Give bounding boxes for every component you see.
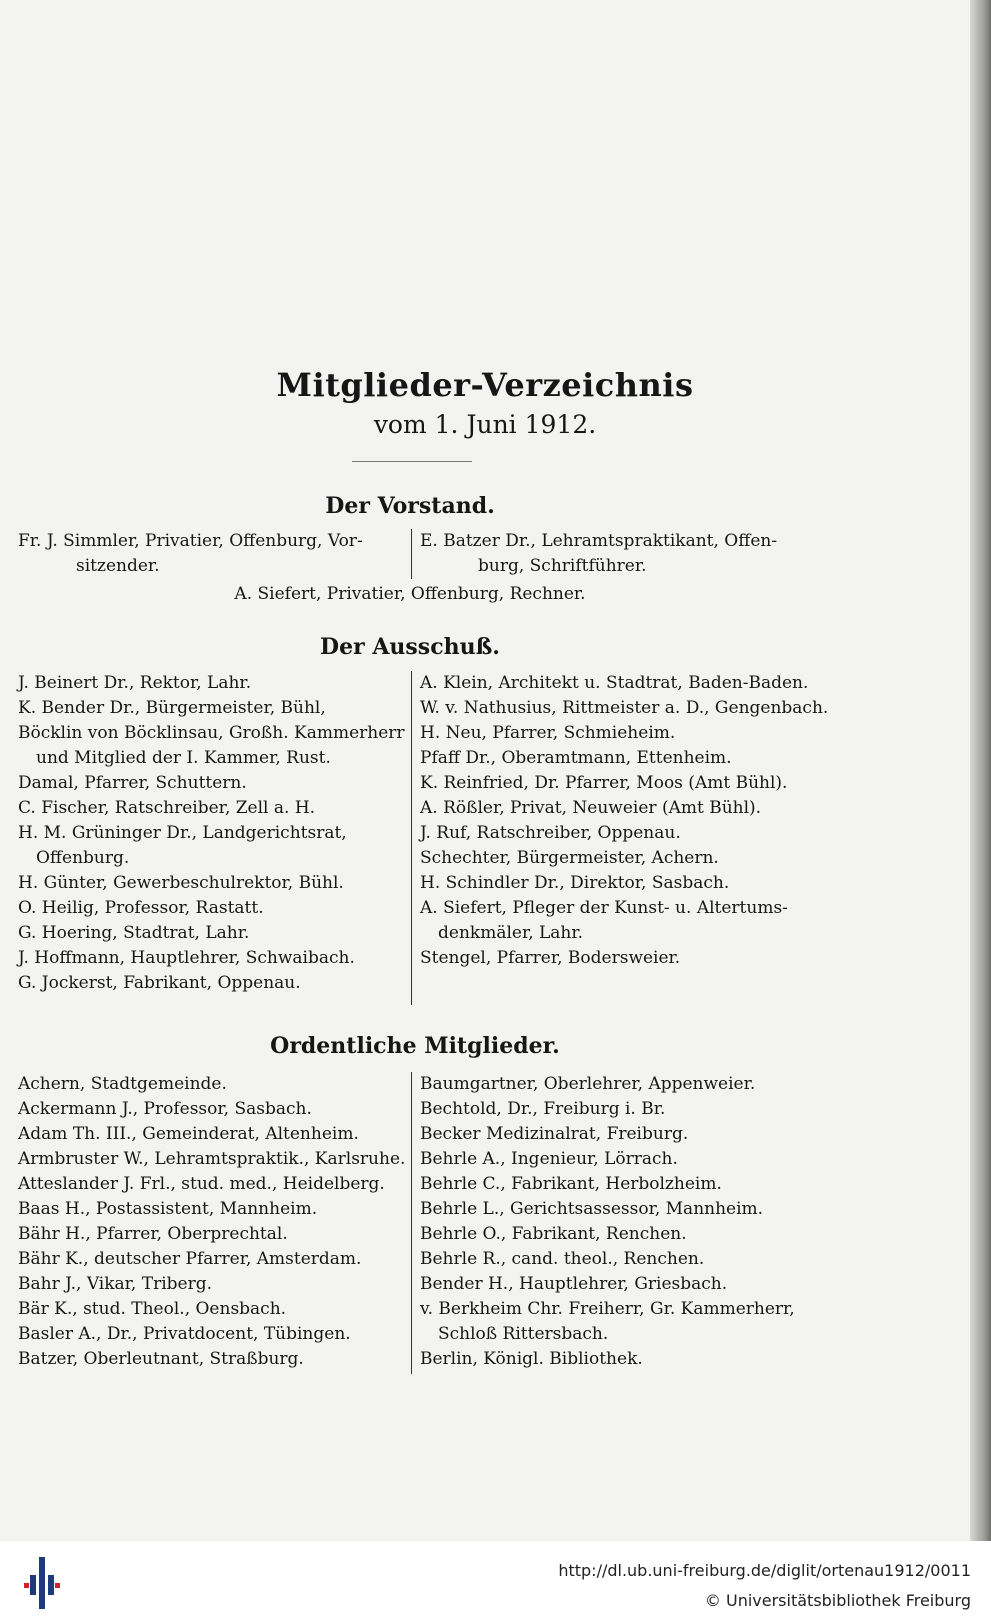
ausschuss-entry: J. Hoffmann, Hauptlehrer, Schwaibach. (18, 948, 355, 968)
vorstand-left-column (18, 529, 363, 579)
mitglied-entry: Behrle R., cand. theol., Renchen. (420, 1249, 705, 1269)
ausschuss-entry: Damal, Pfarrer, Schuttern. (18, 773, 247, 793)
ausschuss-entry: H. Neu, Pfarrer, Schmieheim. (420, 723, 676, 743)
mitglied-entry: Ackermann J., Professor, Sasbach. (18, 1099, 312, 1119)
section-heading-mitglieder: Ordentliche Mitglieder. (270, 1033, 560, 1059)
mitglied-entry: Bär K., stud. Theol., Oensbach. (18, 1299, 287, 1319)
mitglied-entry: Behrle C., Fabrikant, Herbolzheim. (420, 1174, 722, 1194)
page-title: Mitglieder-Verzeichnis (276, 366, 694, 404)
vorstand-right-line: burg, Schriftführer. (478, 556, 647, 576)
ausschuss-entry: K. Bender Dr., Bürgermeister, Bühl, (18, 698, 326, 718)
mitglied-entry: Schloß Rittersbach. (438, 1324, 609, 1344)
ausschuss-entry: C. Fischer, Ratschreiber, Zell a. H. (18, 798, 316, 818)
mitglied-entry: Behrle A., Ingenieur, Lörrach. (420, 1149, 678, 1169)
ausschuss-left-column (18, 671, 405, 996)
ausschuss-entry: A. Siefert, Pfleger der Kunst- u. Altertums- (420, 898, 788, 918)
vorstand-left-line: sitzender. (76, 556, 160, 576)
mitglied-entry: Behrle O., Fabrikant, Renchen. (420, 1224, 687, 1244)
vorstand-right-column (411, 529, 777, 579)
ausschuss-entry: J. Beinert Dr., Rektor, Lahr. (18, 673, 252, 693)
mitglied-entry: Batzer, Oberleutnant, Straßburg. (18, 1349, 304, 1369)
section-heading-ausschuss: Der Ausschuß. (320, 634, 500, 660)
scan-page-edge (970, 0, 991, 1541)
ausschuss-entry: Schechter, Bürgermeister, Achern. (420, 848, 719, 868)
mitglieder-left-column (18, 1072, 405, 1372)
copyright-notice: © Universitätsbibliothek Freiburg (704, 1591, 971, 1610)
ausschuss-entry: und Mitglied der I. Kammer, Rust. (36, 748, 331, 768)
mitglied-entry: Achern, Stadtgemeinde. (18, 1074, 227, 1094)
page-subtitle: vom 1. Juni 1912. (373, 410, 597, 439)
ausschuss-entry: O. Heilig, Professor, Rastatt. (18, 898, 264, 918)
mitglied-entry: v. Berkheim Chr. Freiherr, Gr. Kammerherr, (420, 1299, 795, 1319)
mitglied-entry: Basler A., Dr., Privatdocent, Tübingen. (18, 1324, 351, 1344)
ausschuss-entry: K. Reinfried, Dr. Pfarrer, Moos (Amt Bühl). (420, 773, 788, 793)
ausschuss-entry: H. Günter, Gewerbeschulrektor, Bühl. (18, 873, 344, 893)
mitglied-entry: Baumgartner, Oberlehrer, Appenweier. (420, 1074, 756, 1094)
mitglied-entry: Bechtold, Dr., Freiburg i. Br. (420, 1099, 666, 1119)
title-divider (352, 461, 472, 462)
mitglied-entry: Bähr K., deutscher Pfarrer, Amsterdam. (18, 1249, 362, 1269)
permalink-url[interactable]: http://dl.ub.uni-freiburg.de/diglit/ortenau1912/0011 (558, 1561, 971, 1580)
ausschuss-entry: Stengel, Pfarrer, Bodersweier. (420, 948, 681, 968)
ausschuss-entry: Offenburg. (36, 848, 130, 868)
ausschuss-entry: Böcklin von Böcklinsau, Großh. Kammerherr (18, 723, 405, 743)
section-heading-vorstand: Der Vorstand. (325, 493, 495, 519)
vorstand-rechner: A. Siefert, Privatier, Offenburg, Rechner. (234, 584, 586, 604)
mitglied-entry: Berlin, Königl. Bibliothek. (420, 1349, 643, 1369)
vorstand-left-line: Fr. J. Simmler, Privatier, Offenburg, Vor- (18, 531, 363, 551)
mitglied-entry: Armbruster W., Lehramtspraktik., Karlsruhe. (18, 1149, 406, 1169)
library-logo-icon (22, 1553, 62, 1613)
ausschuss-entry: H. Schindler Dr., Direktor, Sasbach. (420, 873, 730, 893)
ausschuss-right-column (411, 671, 828, 1005)
mitglied-entry: Bahr J., Vikar, Triberg. (18, 1274, 212, 1294)
ausschuss-entry: H. M. Grüninger Dr., Landgerichtsrat, (18, 823, 347, 843)
mitglieder-right-column (411, 1072, 795, 1374)
ausschuss-entry: J. Ruf, Ratschreiber, Oppenau. (420, 823, 681, 843)
ausschuss-entry: A. Klein, Architekt u. Stadtrat, Baden-Baden. (420, 673, 809, 693)
ausschuss-entry: A. Rößler, Privat, Neuweier (Amt Bühl). (420, 798, 762, 818)
ausschuss-entry: G. Jockerst, Fabrikant, Oppenau. (18, 973, 301, 993)
mitglied-entry: Bähr H., Pfarrer, Oberprechtal. (18, 1224, 288, 1244)
ausschuss-entry: Pfaff Dr., Oberamtmann, Ettenheim. (420, 748, 732, 768)
mitglied-entry: Bender H., Hauptlehrer, Griesbach. (420, 1274, 728, 1294)
mitglied-entry: Baas H., Postassistent, Mannheim. (18, 1199, 318, 1219)
mitglied-entry: Atteslander J. Frl., stud. med., Heidelberg. (18, 1174, 385, 1194)
vorstand-right-line: E. Batzer Dr., Lehramtspraktikant, Offen- (420, 531, 778, 551)
ausschuss-entry: denkmäler, Lahr. (438, 923, 584, 943)
mitglied-entry: Becker Medizinalrat, Freiburg. (420, 1124, 689, 1144)
mitglied-entry: Behrle L., Gerichtsassessor, Mannheim. (420, 1199, 764, 1219)
mitglied-entry: Adam Th. III., Gemeinderat, Altenheim. (18, 1124, 359, 1144)
ausschuss-entry: W. v. Nathusius, Rittmeister a. D., Gengenbach. (420, 698, 829, 718)
ausschuss-entry: G. Hoering, Stadtrat, Lahr. (18, 923, 250, 943)
